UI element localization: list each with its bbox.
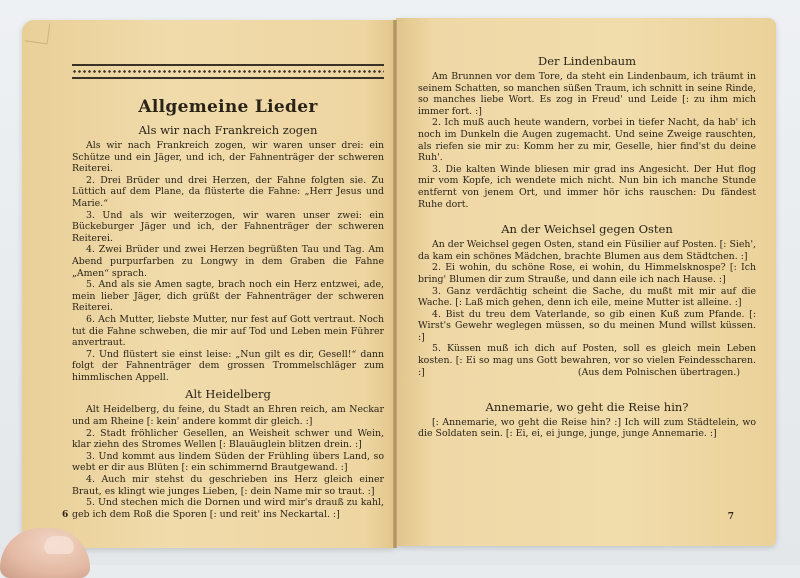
ornamental-rule [72, 64, 384, 79]
translation-credit: (Aus dem Polnischen übertragen.) [577, 366, 740, 378]
verse: 5. Küssen muß ich dich auf Posten, soll es gleich mein Leben kosten. [: Ei so mag uns Gott bewahren, vor so vielen Feindesscharen. :] [418, 343, 756, 378]
song-title: Als wir nach Frankreich zogen [138, 123, 318, 137]
verse: 7. Und flüstert sie einst leise: „Nun gilt es dir, Gesell!“ dann folgt der Fahnenträger dem grossen Trommelschläger zum himmlischen Appell. [72, 348, 384, 383]
left-page [22, 20, 394, 548]
verse: 5. Und stechen mich die Dornen und wird mir's drauß zu kahl, geb ich dem Roß die Sporen [: und reit' ins Neckartal. :] [72, 497, 384, 520]
song-title: Der Lindenbaum [537, 54, 636, 68]
song-title: Alt Heidelberg [185, 387, 271, 402]
verse: 4. Zwei Brüder und zwei Herzen begrüßten Tau und Tag. Am Abend purpurfarben zu Longwy in dem Graben die Fahne „Amen“ sprach. [72, 244, 384, 279]
song-an-der-weichsel [418, 222, 756, 378]
section-title: Allgemeine Lieder [138, 97, 318, 117]
song-annemarie [418, 400, 756, 440]
song-der-lindenbaum [418, 54, 756, 210]
song-als-wir-nach-frankreich [72, 123, 384, 383]
verse: 4. Auch mir stehst du geschrieben ins Herz gleich einer Braut, es klingt wie junges Lieben, [: dein Name mir so traut. :] [72, 474, 384, 497]
verse: Alt Heidelberg, du feine, du Stadt an Ehren reich, am Neckar und am Rheine [: kein' andere kommt dir gleich. :] [72, 404, 384, 428]
left-page-content [72, 64, 384, 520]
song-alt-heidelberg [72, 387, 384, 520]
verse: 5. And als sie Amen sagte, brach noch ein Herz entzwei, ade, mein lieber Jäger, dich grüßt der Fahnenträger der schweren Reiterei. [72, 279, 384, 314]
fingernail [44, 536, 74, 554]
verse: Als wir nach Frankreich zogen, wir waren unser drei: ein Schütze und ein Jäger, und ich, der Fahnenträger der schweren Reiterei. [72, 140, 384, 175]
dog-ear-crease [25, 21, 51, 45]
verse: [: Annemarie, wo geht die Reise hin? :] Ich will zum Städtelein, wo die Soldaten sein. [: Ei, ei, ei junge, junge, junge Annemarie. :] [418, 416, 756, 440]
verse: 3. Und als wir weiterzogen, wir waren unser zwei: ein Bückeburger Jäger und ich, der Fahnenträger der schweren Reiterei. [72, 209, 384, 244]
verse: 2. Drei Brüder und drei Herzen, der Fahne folgten sie. Zu Lüttich auf dem Plane, da flüsterte die Fahne: „Herr Jesus und Marie.“ [72, 174, 384, 209]
verse: 6. Ach Mutter, liebste Mutter, nur fest auf Gott vertraut. Noch tut die Fahne schweben, die mir auf Tod und Leben mein Führer anvertraut. [72, 313, 384, 349]
booklet-spine-gutter [393, 20, 397, 548]
page-number: 7 [727, 512, 734, 522]
page-number: 6 [62, 510, 69, 520]
verse: 2. Ei wohin, du schöne Rose, ei wohin, du Himmelsknospe? [: Ich bring' Blumen dir zum Strauße, und dann eile ich nach Hause. :] [418, 262, 756, 285]
song-title: Annemarie, wo geht die Reise hin? [485, 399, 689, 414]
verse: An der Weichsel gegen Osten, stand ein Füsilier auf Posten. [: Sieh', da kam ein schönes Mädchen, brachte Blumen aus dem Städtchen. :] [418, 239, 757, 262]
right-page-content [418, 50, 756, 440]
verse: 4. Bist du treu dem Vaterlande, so gib einen Kuß zum Pfande. [: Wirst's Gewehr weglegen müssen, so du meinen Mund willst küssen. :] [418, 308, 756, 343]
right-page [396, 18, 776, 546]
verse: 3. Ganz verdächtig scheint die Sache, du mußt mit mir auf die Wache. [: Laß mich gehen, denn ich eile, meine Mutter ist alleine. :] [418, 285, 756, 309]
verse: 3. Die kalten Winde bliesen mir grad ins Angesicht. Der Hut flog mir vom Kopfe, ich wendete mich nicht. Nun bin ich manche Stunde entfernt von jenem Ort, und immer hör ichs rauschen: Du fändest Ruhe dort. [418, 163, 756, 210]
verse: 2. Ich muß auch heute wandern, vorbei in tiefer Nacht, da hab' ich noch im Dunkeln die Augen zugemacht. Und seine Zweige rauschten, als riefen sie mir zu: Komm her zu mir, Geselle, hier find'st du deine Ruh'. [418, 117, 756, 164]
song-title: An der Weichsel gegen Osten [501, 222, 673, 237]
verse: 3. Und kommt aus lindem Süden der Frühling übers Land, so webt er dir aus Blüten [: ein schimmernd Brautgewand. :] [72, 450, 384, 474]
verse: Am Brunnen vor dem Tore, da steht ein Lindenbaum, ich träumt in seinem Schatten, so manchen süßen Traum, ich schnitt in seine Rinde, so manches liebe Wort. Es zog in Freud' und Leide [: zu ihm mich immer fort. :] [418, 71, 756, 117]
verse: 2. Stadt fröhlicher Gesellen, an Weisheit schwer und Wein, klar ziehn des Stromes Wellen [: Blauäuglein blitzen drein. :] [72, 427, 384, 451]
